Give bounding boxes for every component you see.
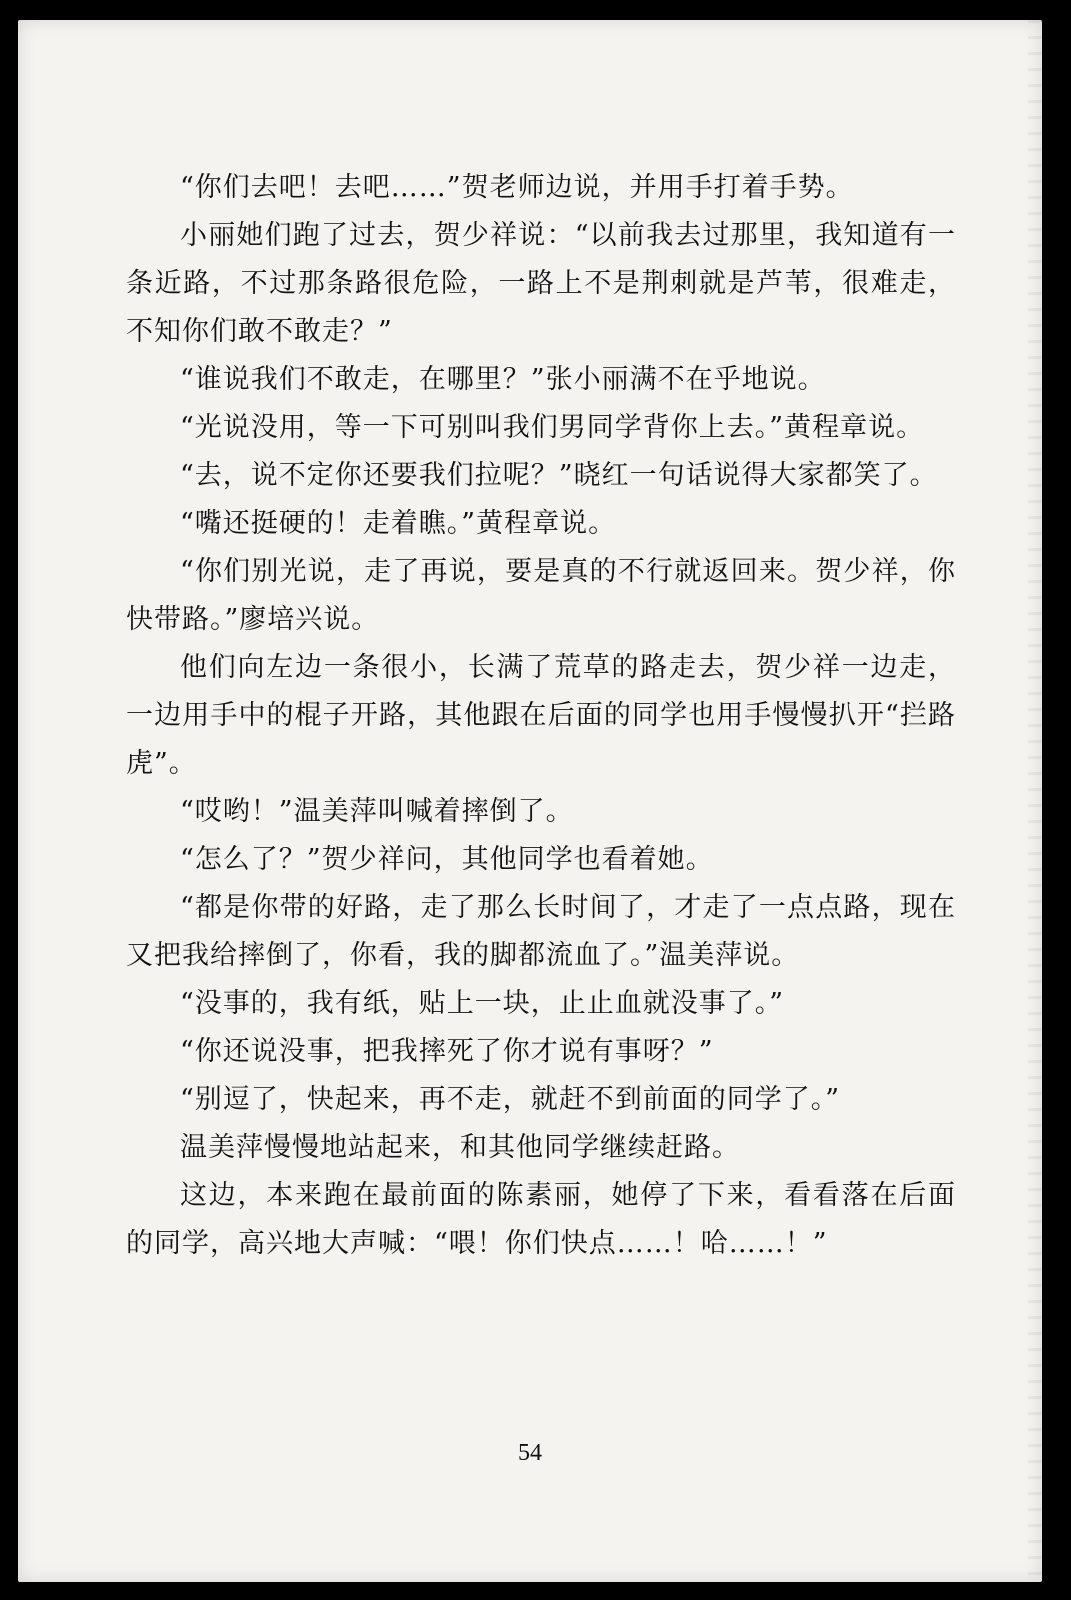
paragraph: “哎哟！”温美萍叫喊着摔倒了。	[180, 796, 574, 827]
paragraph: “怎么了？”贺少祥问，其他同学也看着她。	[180, 844, 714, 875]
paragraph: 他们向左边一条很小，长满了荒草的路走去，贺少祥一边走，一边用手中的棍子开路，其他跟在后面的同学也用手慢慢扒开“拦路虎”。	[126, 652, 956, 779]
paragraph: 温美萍慢慢地站起来，和其他同学继续赶路。	[180, 1132, 740, 1163]
paragraph: “你还说没事，把我摔死了你才说有事呀？”	[180, 1036, 714, 1067]
paragraph: “都是你带的好路，走了那么长时间了，才走了一点点路，现在又把我给摔倒了，你看，我的脚都流血了。”温美萍说。	[126, 892, 956, 971]
paragraph: “你们去吧！去吧……”贺老师边说，并用手打着手势。	[180, 172, 854, 203]
paragraph: 这边，本来跑在最前面的陈素丽，她停了下来，看看落在后面的同学，高兴地大声喊：“喂！你们快点……！哈……！”	[126, 1180, 956, 1259]
paragraph: “你们别光说，走了再说，要是真的不行就返回来。贺少祥，你快带路。”廖培兴说。	[126, 556, 956, 635]
paragraph: “别逗了，快起来，再不走，就赶不到前面的同学了。”	[180, 1084, 841, 1115]
paragraph: “去，说不定你还要我们拉呢？”晓红一句话说得大家都笑了。	[180, 460, 938, 491]
page-body-text	[126, 164, 956, 1268]
paragraph: “没事的，我有纸，贴上一块，止止血就没事了。”	[180, 988, 785, 1019]
paragraph: 小丽她们跑了过去，贺少祥说：“以前我去过那里，我知道有一条近路，不过那条路很危险，一路上不是荆刺就是芦苇，很难走，不知你们敢不敢走？”	[126, 220, 956, 347]
paragraph: “光说没用，等一下可别叫我们男同学背你上去。”黄程章说。	[180, 412, 925, 443]
page-number: 54	[518, 1440, 542, 1466]
book-page	[18, 20, 1042, 1582]
paragraph: “谁说我们不敢走，在哪里？”张小丽满不在乎地说。	[180, 364, 826, 395]
paragraph: “嘴还挺硬的！走着瞧。”黄程章说。	[180, 508, 617, 539]
page-edge-shadow	[1028, 20, 1042, 1582]
